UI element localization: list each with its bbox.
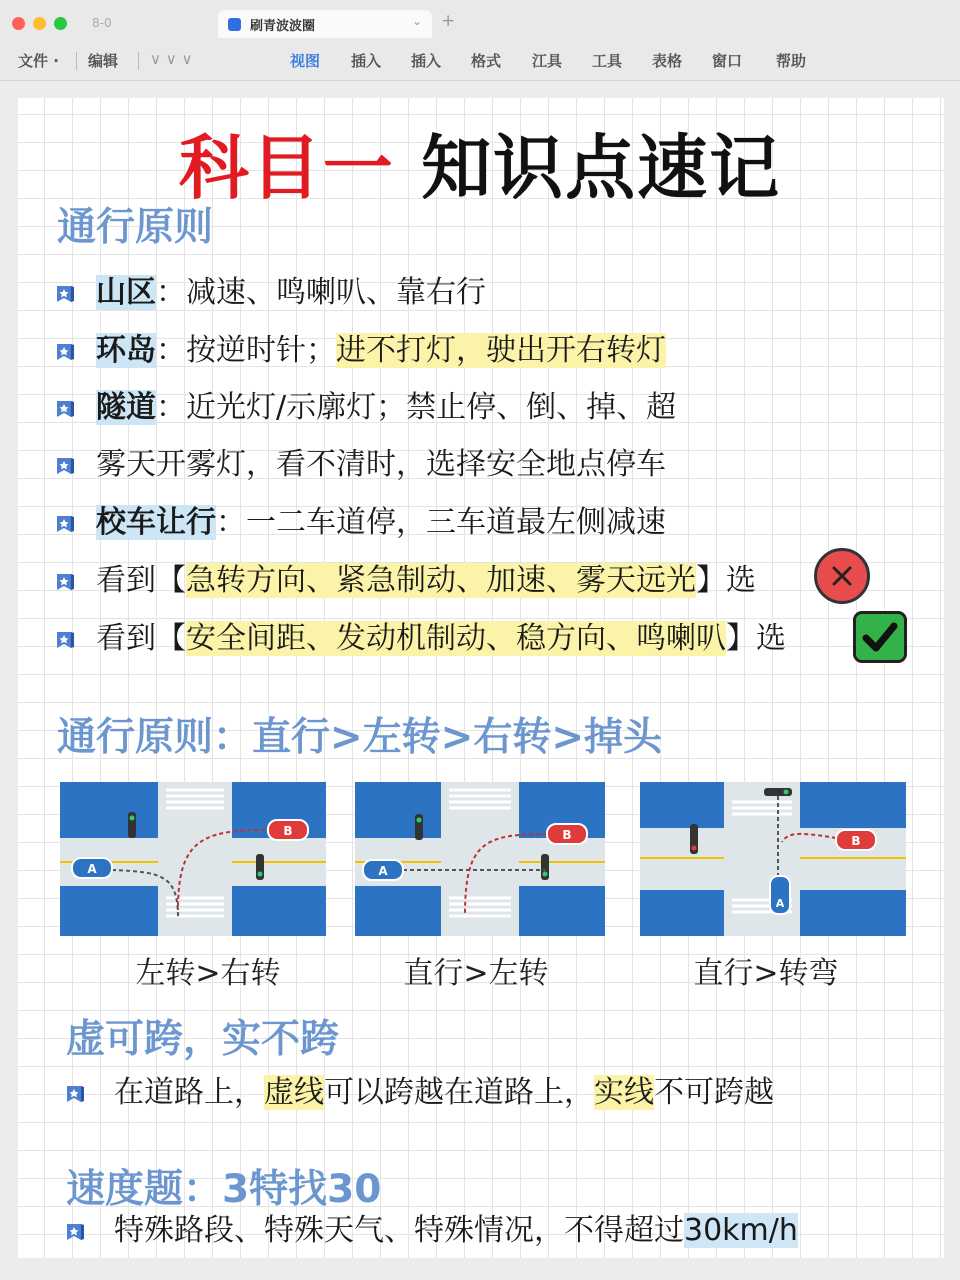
menu-insert-2[interactable]: 插入 <box>411 52 442 70</box>
diagram-caption: 直行>转弯 <box>693 956 839 991</box>
correct-check-icon <box>853 611 907 663</box>
diagram-caption: 直行>左转 <box>403 956 549 991</box>
menu-file[interactable]: 文件 · <box>18 52 59 70</box>
car-b-label: B <box>283 824 293 838</box>
list-item: 校车让行：一二车道停，三车道最左侧减速 <box>96 505 666 540</box>
tab-title: 刷青波波圈 <box>250 19 316 34</box>
intersection-diagram-1 <box>60 782 326 936</box>
new-tab-button[interactable]: + <box>441 11 456 31</box>
car-b-label: B <box>851 834 861 848</box>
title-black: 知识点速记 <box>421 127 782 209</box>
list-item: 在道路上，虚线可以跨越在道路上，实线不可跨越 <box>114 1075 774 1110</box>
diagram-caption: 左转>右转 <box>135 956 281 991</box>
wrong-x-icon <box>814 548 870 604</box>
section-heading: 速度题：3特找30 <box>66 1167 382 1212</box>
menu-bar <box>0 44 960 81</box>
menu-help[interactable]: 帮助 <box>776 52 807 70</box>
car-a-label: A <box>775 897 785 910</box>
menu-tools[interactable]: 工具 <box>592 52 623 70</box>
list-item: 隧道：近光灯/示廓灯；禁止停、倒、掉、超 <box>96 390 677 425</box>
bookmark-star-icon <box>54 630 76 650</box>
section-heading: 通行原则：直行>左转>右转>掉头 <box>57 715 663 760</box>
bookmark-star-icon <box>54 399 76 419</box>
menu-view[interactable]: 视图 <box>290 52 321 70</box>
window-label: 8-0 <box>92 16 112 30</box>
car-a-label: A <box>87 862 97 876</box>
menu-jiangju[interactable]: 江具 <box>532 52 563 70</box>
menu-format[interactable]: 格式 <box>471 52 502 70</box>
intersection-diagram-2 <box>355 782 605 936</box>
bookmark-star-icon <box>54 514 76 534</box>
car-b-label: B <box>562 828 572 842</box>
list-item: 环岛：按逆时针；进不打灯，驶出开右转灯 <box>96 333 666 368</box>
menu-table[interactable]: 表格 <box>652 52 683 70</box>
list-item: 看到【急转方向、紧急制动、加速、雾天远光】选 <box>96 563 756 598</box>
bookmark-star-icon <box>54 572 76 592</box>
minimize-window-button[interactable] <box>33 17 46 30</box>
menu-divider <box>138 52 139 70</box>
zoom-window-button[interactable] <box>54 17 67 30</box>
menu-insert[interactable]: 插入 <box>351 52 382 70</box>
list-item: 雾天开雾灯，看不清时，选择安全地点停车 <box>96 447 666 482</box>
bookmark-star-icon <box>54 456 76 476</box>
bookmark-star-icon <box>64 1084 86 1104</box>
bookmark-star-icon <box>54 284 76 304</box>
document-icon <box>228 18 241 31</box>
document-tab[interactable] <box>218 10 432 38</box>
title-red: 科目一 <box>178 127 395 209</box>
list-item: 特殊路段、特殊天气、特殊情况，不得超过30km/h <box>114 1213 798 1248</box>
section-heading: 通行原则 <box>57 205 214 250</box>
close-window-button[interactable] <box>12 17 25 30</box>
menu-window[interactable]: 窗口 <box>712 52 743 70</box>
section-heading: 虚可跨，实不跨 <box>66 1017 340 1062</box>
list-item: 山区：减速、鸣喇叭、靠右行 <box>96 275 486 310</box>
intersection-diagram-3 <box>640 782 906 936</box>
menu-divider <box>76 52 77 70</box>
chevron-down-icon[interactable]: ⌄ <box>411 14 422 28</box>
undo-redo-arrows[interactable]: ∨ ∨ ∨ <box>150 50 193 68</box>
menu-edit[interactable]: 编辑 <box>88 52 119 70</box>
window-titlebar <box>0 0 960 44</box>
list-item: 看到【安全间距、发动机制动、稳方向、鸣喇叭】选 <box>96 621 786 656</box>
bookmark-star-icon <box>54 342 76 362</box>
bookmark-star-icon <box>64 1222 86 1242</box>
car-a-label: A <box>378 864 388 878</box>
